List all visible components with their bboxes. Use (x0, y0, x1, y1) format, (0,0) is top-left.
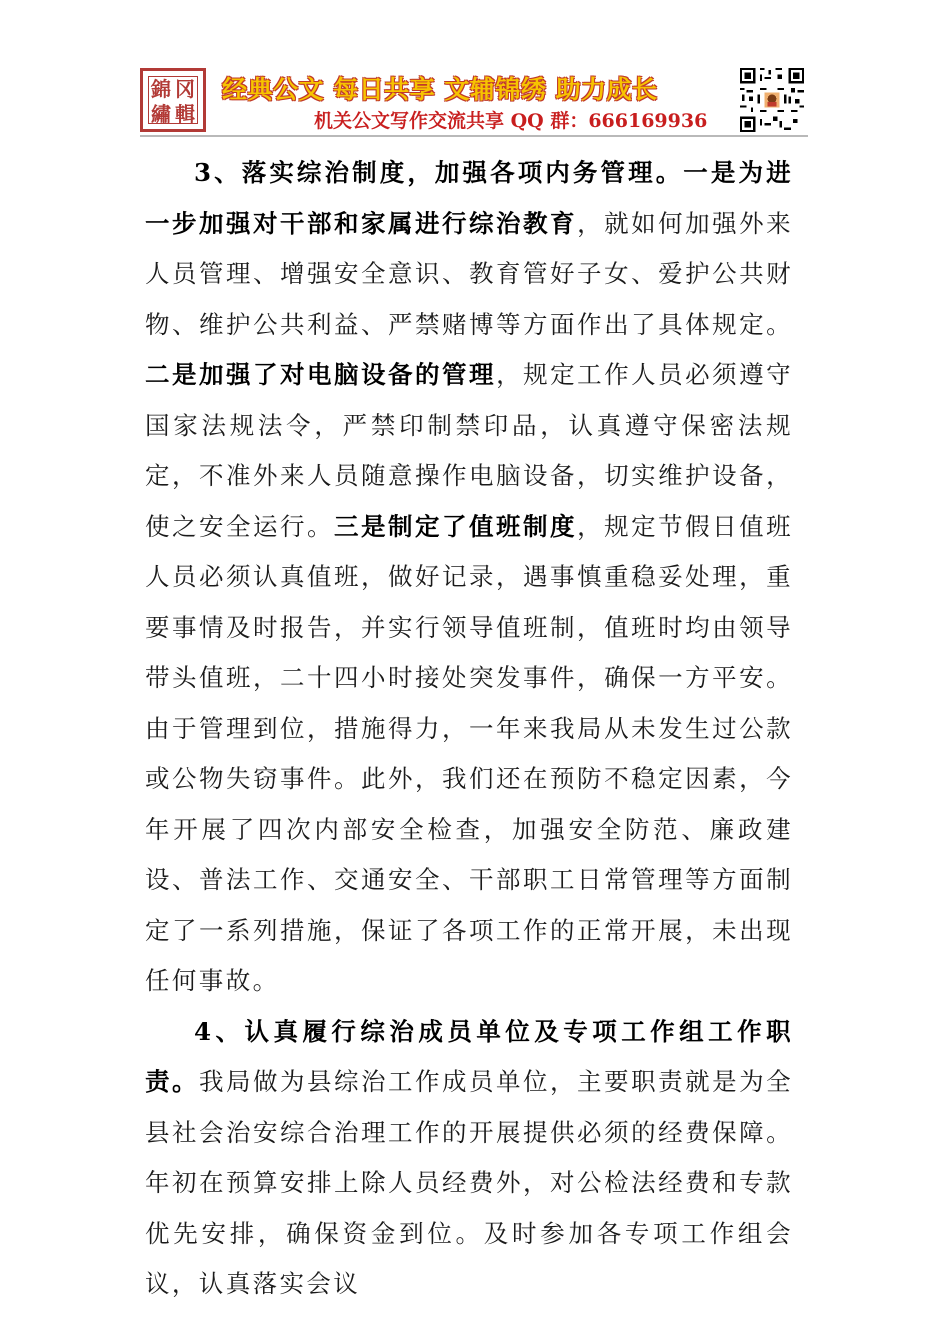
seal-char: 錦 (151, 77, 171, 101)
text-run: ，规定工作人员必须遵守国家法规法令，严禁印制禁印品，认真遵守保密法规定，不准外来人员随意操作电脑设备，切实维护设备，使之安全运行。 (145, 360, 794, 541)
bold-run: 一是为进一步加强对干部和家属进行综治教育 (145, 158, 793, 238)
paragraph (145, 1007, 793, 1310)
bold-run: 4、认真履行综治成员单位及专项工作组工作职责。 (145, 1016, 793, 1096)
header-divider (140, 135, 808, 137)
paragraph (145, 148, 793, 1007)
header-qq-group: 机关公文写作交流共享 QQ 群：666169936 (314, 110, 708, 132)
header-slogan: 经典公文 每日共享 文辅锦绣 助力成长 (222, 75, 658, 104)
text-run: 我局做为县综治工作成员单位，主要职责就是为全县社会治安综合治理工作的开展提供必须的经费保障。年初在预算安排上除人员经费外，对公检法经费和专款优先安排，确保资金到位。及时参加各专项工作组会议，认真落实会议 (145, 1067, 793, 1298)
seal-logo (140, 68, 206, 132)
qr-code-icon (740, 68, 804, 132)
bold-run: 3、落实综治制度，加强各项内务管理。 (194, 158, 684, 187)
text-run: ，规定节假日值班人员必须认真值班，做好记录，遇事慎重稳妥处理，重要事情及时报告，并实行领导值班制，值班时均由领导带头值班，二十四小时接处突发事件，确保一方平安。由于管理到位，措施得力，一年来我局从未发生过公款或公物失窃事件。此外，我们还在预防不稳定因素，今年开展了四次内部安全检查，加强安全防范、廉政建设、普法工作、交通安全、干部职工日常管理等方面制定了一系列措施，保证了各项工作的正常开展，未出现任何事故。 (145, 511, 793, 995)
text-run: ，就如何加强外来人员管理、增强安全意识、教育管好子女、爱护公共财物、维护公共利益、严禁赌博等方面作出了具体规定。 (145, 208, 793, 339)
seal-char: 冈 (175, 77, 195, 101)
document-body (145, 148, 793, 1310)
bold-run: 三是制定了值班制度 (334, 511, 578, 541)
seal-char: 繡 (151, 102, 171, 126)
page-header (0, 0, 950, 140)
bold-run: 二是加强了对电脑设备的管理 (145, 360, 497, 389)
seal-char: 輯 (175, 102, 195, 126)
